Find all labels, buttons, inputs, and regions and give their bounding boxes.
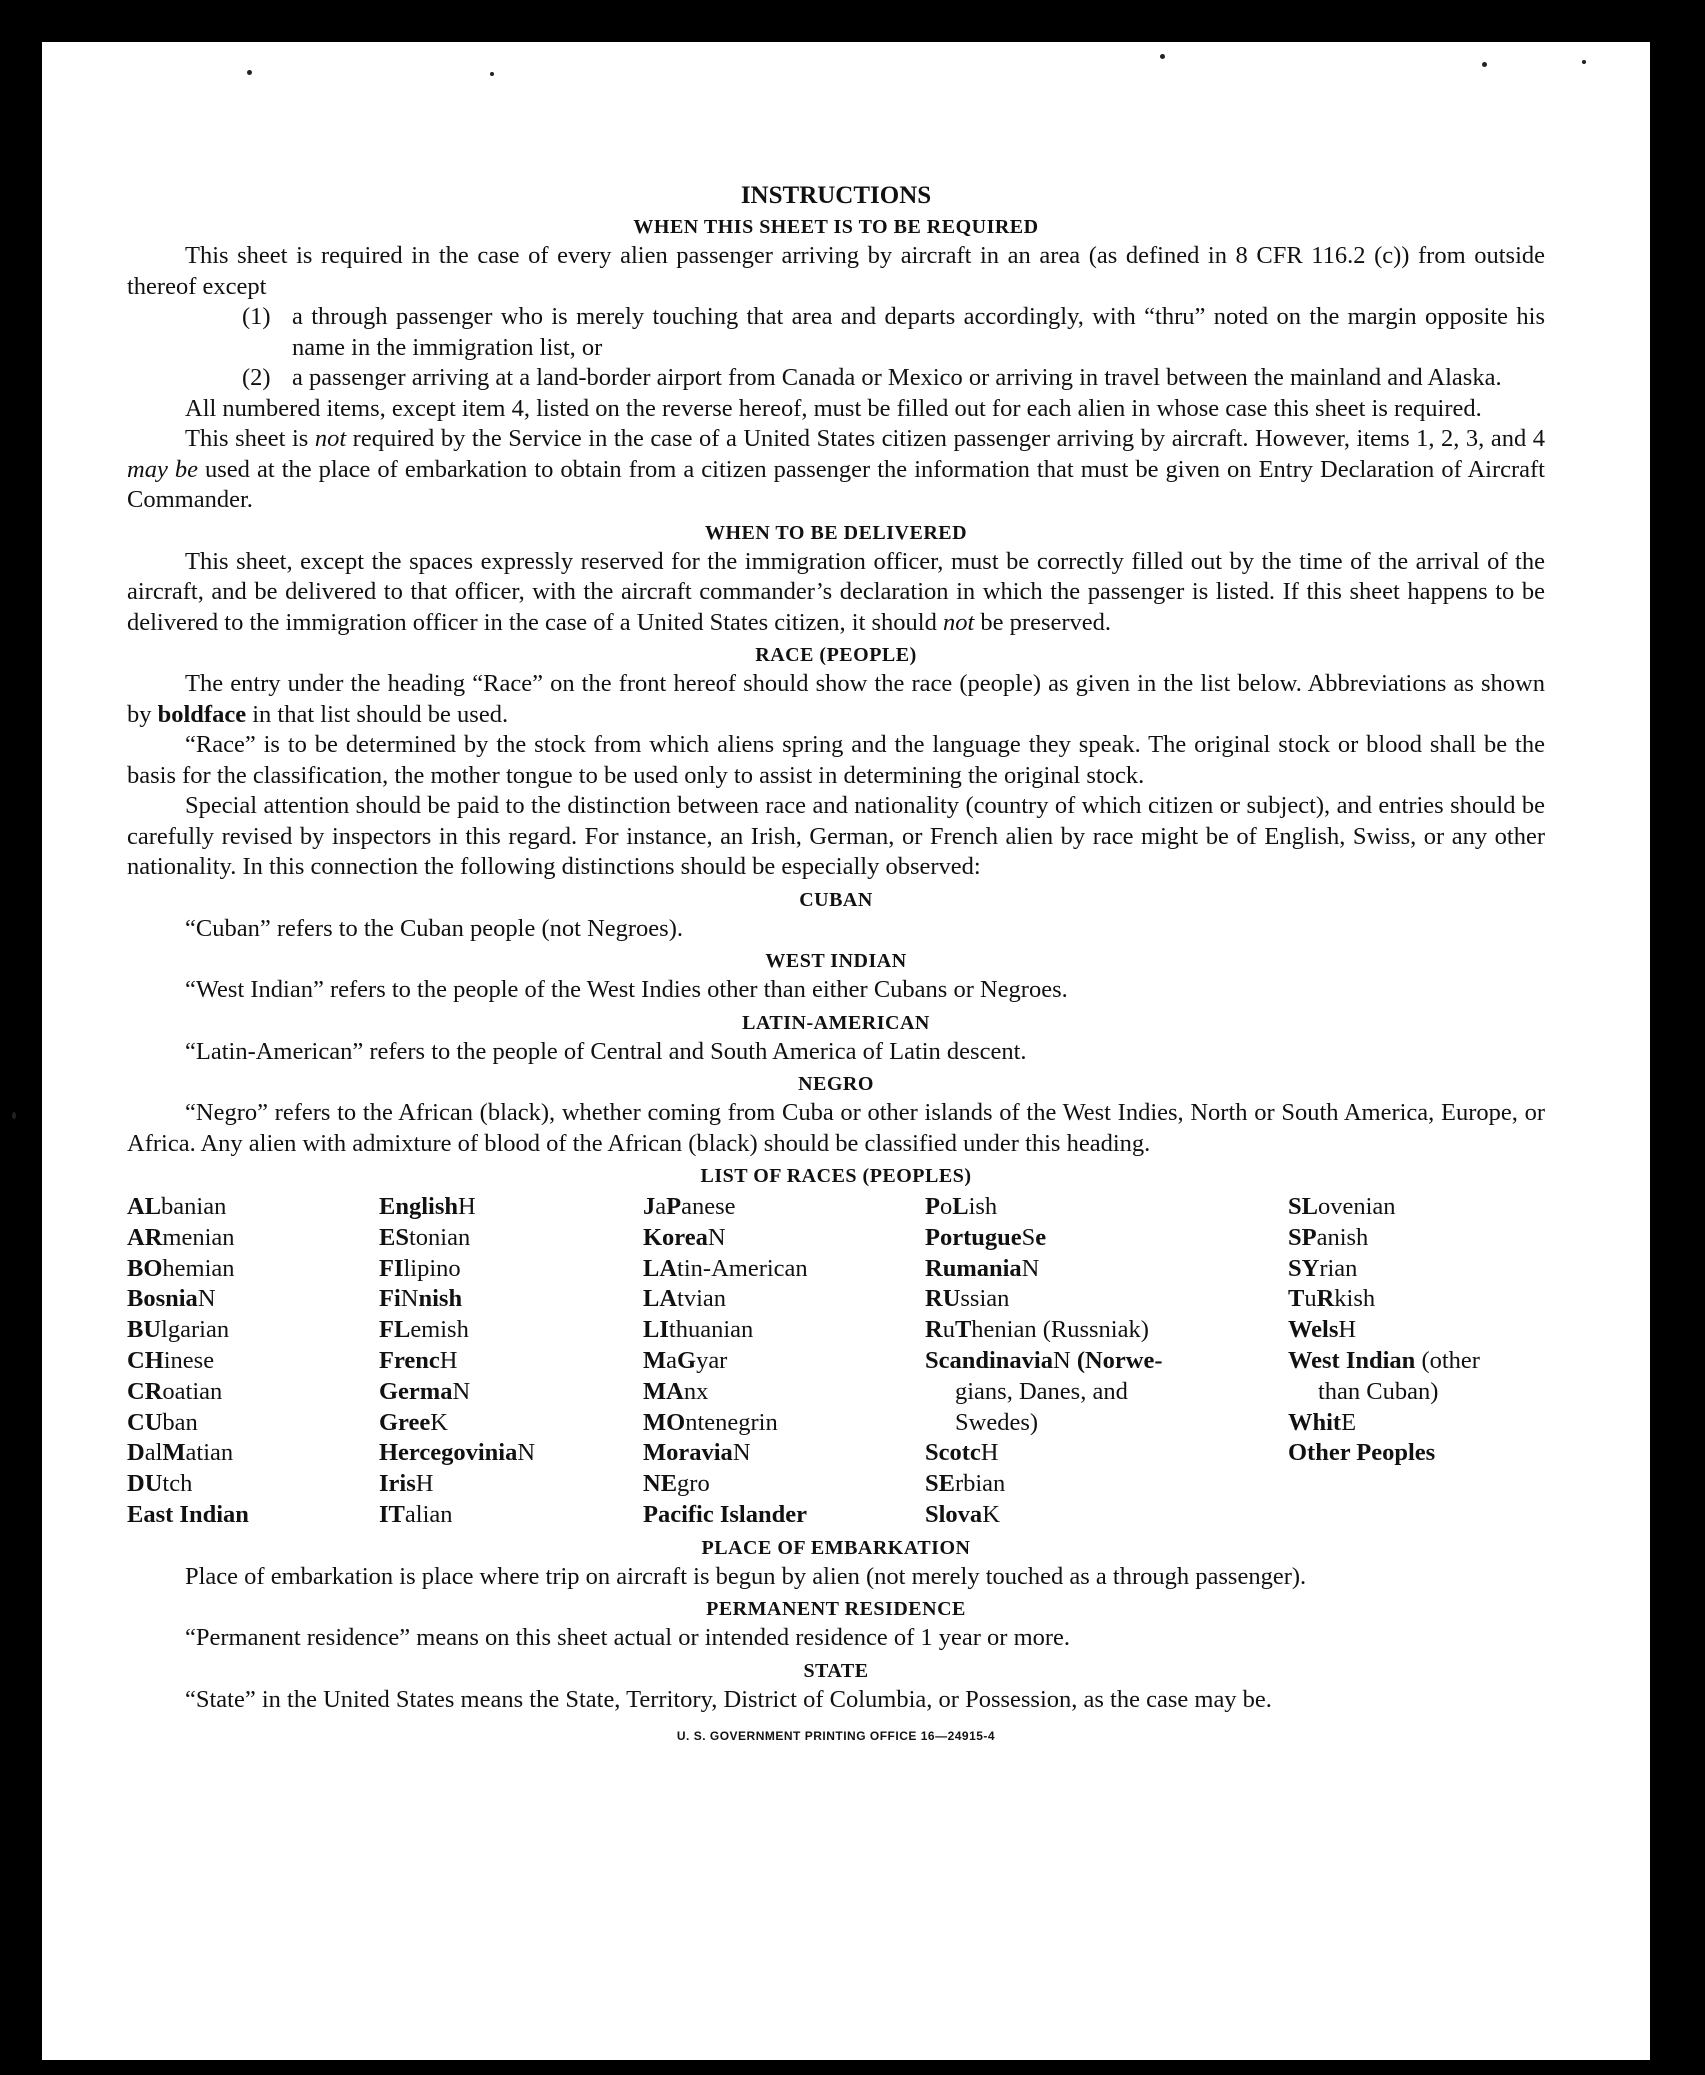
race-entry: Swedes) (955, 1408, 1039, 1436)
item-number: (1) (242, 303, 271, 330)
race-column (925, 1192, 1288, 1531)
race-entry: gians, Danes, and (955, 1377, 1128, 1405)
race-entry: DUtch (127, 1470, 193, 1498)
race-entry: GreeK (379, 1408, 448, 1436)
race-entry: BUlgarian (127, 1316, 230, 1344)
race-entry: RumaniaN (925, 1254, 1040, 1282)
heading-west-indian: WEST INDIAN (765, 950, 907, 972)
race-entry: CRoatian (127, 1377, 223, 1405)
race-entry: MoraviaN (643, 1439, 751, 1467)
race-entry: SLovenian (1288, 1193, 1396, 1220)
race-entry: FIlipino (379, 1254, 461, 1282)
race-entry: Other Peoples (1288, 1439, 1436, 1467)
race-entry: SPanish (1288, 1223, 1369, 1251)
heading-negro: NEGRO (798, 1073, 874, 1095)
race-entry: IrisH (379, 1470, 434, 1498)
race-entry: ARmenian (127, 1223, 235, 1251)
race-entry: DalMatian (127, 1439, 234, 1467)
race-entry: GermaN (379, 1377, 471, 1405)
race-entry: FrencH (379, 1346, 458, 1374)
speck (1582, 60, 1586, 64)
race-entry: BOhemian (127, 1254, 235, 1282)
race-entry: East Indian (127, 1500, 249, 1528)
speck (490, 72, 494, 76)
paragraph: This sheet is not required by the Service in the case of a United States citizen passenger arriving by aircraft. However, items 1, 2, 3, and 4 may be used at the place of embarkation to obtain from a citizen passenger the information that must be given on Entry Declaration of Aircraft Commander. (127, 425, 1545, 513)
race-entry: ScotcH (925, 1439, 999, 1467)
paragraph: “Race” is to be determined by the stock from which aliens spring and the language they speak. The original stock or blood shall be the basis for the classification, the mother tongue to be used only to assist in determining the original stock. (127, 731, 1545, 789)
paragraph: The entry under the heading “Race” on the front hereof should show the race (people) as given in the list below. Abbreviations as shown by boldface in that list should be used. (127, 670, 1545, 728)
race-entry: RUssian (925, 1285, 1010, 1313)
heading-cuban: CUBAN (799, 888, 873, 911)
list-item (242, 302, 1545, 363)
heading-required: WHEN THIS SHEET IS TO BE REQUIRED (633, 216, 1039, 238)
race-entry: than Cuban) (1318, 1377, 1439, 1405)
race-entry: LIthuanian (643, 1316, 754, 1344)
race-entry: Pacific Islander (643, 1500, 807, 1528)
race-entry: TuRkish (1288, 1285, 1376, 1313)
race-entry: MaGyar (643, 1346, 728, 1374)
heading-race: RACE (PEOPLE) (755, 644, 917, 666)
heading-residence: PERMANENT RESIDENCE (706, 1598, 966, 1621)
race-entry: West Indian (other (1288, 1346, 1480, 1374)
race-column (127, 1192, 379, 1531)
heading-delivered: WHEN TO BE DELIVERED (704, 521, 968, 544)
exception-list (242, 302, 1545, 394)
race-entry: SErbian (925, 1470, 1006, 1498)
race-entry: CUban (127, 1408, 198, 1436)
race-list (127, 1192, 1545, 1531)
heading-state: STATE (803, 1659, 869, 1682)
speck (1160, 54, 1165, 59)
race-entry: WelsH (1288, 1316, 1357, 1344)
race-entry: FLemish (379, 1316, 469, 1344)
race-entry: ScandinaviaN (Norwe- (925, 1346, 1163, 1374)
race-entry: ALbanian (127, 1193, 227, 1220)
race-entry: NEgro (643, 1470, 710, 1498)
paragraph: This sheet is required in the case of every alien passenger arriving by aircraft in an area (as defined in 8 CFR 116.2 (c)) from outside thereof except (127, 242, 1545, 300)
race-entry: MAnx (643, 1377, 709, 1405)
race-entry: ITalian (379, 1500, 453, 1528)
paragraph: “Negro” refers to the African (black), whether coming from Cuba or other islands of the West Indies, North or South America, Europe, or Africa. Any alien with admixture of blood of the African (black) should be classified under this heading. (127, 1099, 1545, 1157)
race-entry: FiNnish (379, 1285, 463, 1313)
item-number: (2) (242, 364, 271, 391)
speck (1482, 62, 1487, 67)
heading-list-of-races: LIST OF RACES (PEOPLES) (700, 1165, 972, 1187)
race-entry: RuThenian (Russniak) (925, 1316, 1149, 1344)
printer-imprint: U. S. GOVERNMENT PRINTING OFFICE 16—24915-4 (676, 1729, 996, 1744)
paragraph: Special attention should be paid to the distinction between race and nationality (country of which citizen or subject), and entries should be carefully revised by inspectors in this regard. For instance, an Irish, German, or French alien by race might be of English, Swiss, or any other nationality. In this connection the following distinctions should be especially observed: (127, 792, 1545, 880)
race-entry: SlovaK (925, 1500, 1000, 1528)
race-entry: CHinese (127, 1346, 215, 1374)
heading-embarkation: PLACE OF EMBARKATION (701, 1536, 971, 1559)
paragraph: “Permanent residence” means on this sheet actual or intended residence of 1 year or more. (185, 1624, 1071, 1652)
list-item (242, 363, 1545, 394)
paragraph: “State” in the United States means the State, Territory, District of Columbia, or Possession, as the case may be. (185, 1685, 1272, 1713)
race-entry: JaPanese (643, 1193, 736, 1220)
paragraph: “West Indian” refers to the people of the West Indies other than either Cubans or Negroes. (185, 976, 1068, 1003)
paragraph: “Latin-American” refers to the people of Central and South America of Latin descent. (185, 1037, 1027, 1065)
race-entry: EnglishH (379, 1193, 476, 1220)
item-text: a passenger arriving at a land-border airport from Canada or Mexico or arriving in travel between the mainland and Alaska. (292, 364, 1502, 391)
race-entry: LAtin-American (643, 1254, 808, 1282)
page-title: INSTRUCTIONS (740, 182, 932, 209)
race-column (1288, 1192, 1553, 1531)
heading-latin-american: LATIN-AMERICAN (742, 1011, 930, 1034)
race-column (379, 1192, 643, 1531)
race-entry: KoreaN (643, 1223, 726, 1251)
speck (247, 70, 252, 75)
paragraph: Place of embarkation is place where trip on aircraft is begun by alien (not merely touched as a through passenger). (185, 1562, 1307, 1590)
race-entry: EStonian (379, 1223, 471, 1251)
speck (12, 1112, 16, 1119)
race-entry: SYrian (1288, 1254, 1358, 1282)
race-entry: PortugueSe (925, 1223, 1047, 1251)
item-text: a through passenger who is merely touching that area and departs accordingly, with “thru” noted on the margin opposite his name in the immigration list, or (292, 303, 1545, 361)
race-entry: BosniaN (127, 1285, 216, 1313)
race-entry: WhitE (1288, 1408, 1357, 1436)
race-entry: PoLish (925, 1193, 998, 1220)
race-entry: LAtvian (643, 1285, 727, 1313)
paragraph: “Cuban” refers to the Cuban people (not Negroes). (185, 914, 683, 942)
paragraph: This sheet, except the spaces expressly reserved for the immigration officer, must be correctly filled out by the time of the arrival of the aircraft, and be delivered to that officer, with the aircraft commander’s declaration in which the passenger is listed. If this sheet happens to be delivered to the immigration officer in the case of a United States citizen, it should not be preserved. (127, 547, 1545, 636)
race-column (643, 1192, 925, 1531)
paragraph: All numbered items, except item 4, listed on the reverse hereof, must be filled out for each alien in whose case this sheet is required. (185, 394, 1482, 422)
race-entry: MOntenegrin (643, 1408, 778, 1436)
race-entry: HercegoviniaN (379, 1439, 536, 1467)
document-page (42, 42, 1650, 2060)
